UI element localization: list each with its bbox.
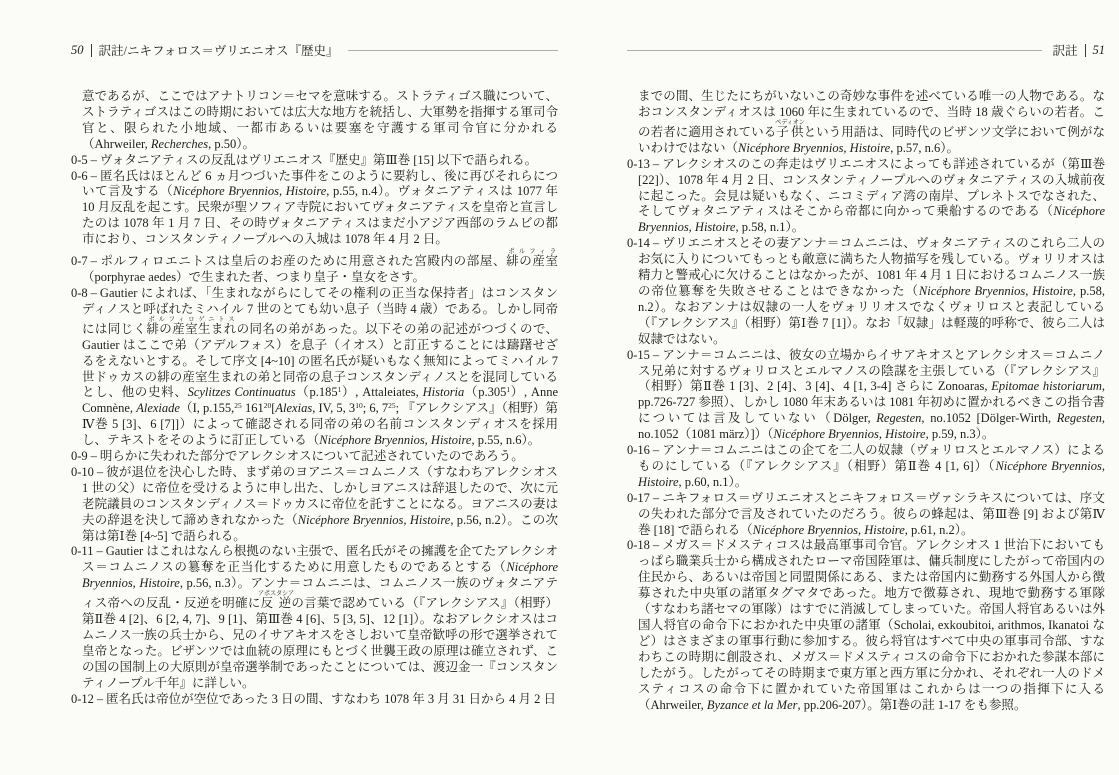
footnote-text: ヴリエニオスとその妻アンナ＝コムニニは、ヴォタニアティスのこれら二人のお気に入りについてもっとも敵意に満ちた人物描写を残している。ヴォリリオスは精力と警戒心に欠けることはなかったが、1081 年 4 月 1 日におけるコムニノス一族の帝位簒奪を失敗させることはできなかった（Nicéphore Bryennios, Histoire, p.58, n.2）。なおアンナは奴隷の一人をヴォリリオスでなくヴォリロスと表記している（『アレクシアス』（相野）第Ⅰ巻 7 [1]）。なお「奴隷」は軽蔑的呼称で、彼ら二人は奴隷ではない。 — [638, 236, 1105, 346]
left-page-header — [71, 42, 558, 58]
right-page-header — [627, 42, 1105, 58]
right-page-body — [627, 89, 1105, 713]
right-running-title: 訳註 — [1052, 44, 1078, 58]
footnote-number: 0-12 — [71, 691, 94, 706]
footnote-dash: – — [90, 285, 97, 300]
footnote — [71, 692, 558, 708]
footnote-number: 0-7 — [71, 254, 88, 269]
footnote — [627, 236, 1105, 347]
footnote-number: 0-17 — [627, 490, 650, 505]
footnote — [627, 491, 1105, 539]
footnote — [71, 248, 558, 286]
footnote — [71, 544, 558, 691]
footnote-number: 0-14 — [627, 236, 650, 251]
footnote-dash: – — [96, 691, 104, 706]
footnote-number: 0-10 — [71, 464, 94, 479]
footnote-dash: – — [652, 347, 660, 362]
header-divider — [91, 44, 92, 57]
footnote-text: Gautier はこれはなんら根拠のない主張で、匿名氏がその擁護を企てたアレクシオス＝コムニノスの簒奪を正当化するために用意したものであるとする（Nicéphore Bryennios, Histoire, p.56, n.3）。アンナ＝コムニニは、コムニノス一族のヴォタニアティス帝への反乱・反逆を明確に反逆アポスタシアの言葉で認めている（『アレクシアス』（相野）第Ⅱ巻 4 [2]、6 [2, 4, 7]、9 [1]、第Ⅲ巻 4 [6]、5 [3, 5]、12 [1]）。なおアレクシオスはコムニノス一族の兵士から、兄のイサアキオスをさしおいて皇帝歓呼の形で選挙されて皇帝となった。ビザンツでは血統の原理にもとづく世襲王政の原理は確立されず、この国の国制上の大原則が皇帝選挙制であったことについては、渡辺金一『コンスタンティノープル千年』に詳しい。 — [82, 544, 558, 690]
footnote-dash: – — [96, 544, 103, 559]
footnote-dash: – — [90, 254, 97, 269]
right-page-number: 51 — [1092, 42, 1105, 57]
continued-paragraph: 意であるが、ここではアナトリコン＝セマを意味する。ストラティゴス職について、ストラティゴスはこの時期においては広大な地方を統括し、大軍勢を指揮する軍司令官と、限られた小地域、一都市あるいは要塞を守護する軍司令官に分かれる（Ahrweiler, Recherches, p.50）。 — [82, 89, 558, 151]
footnote-number: 0-6 — [71, 168, 88, 183]
footnote — [71, 286, 558, 449]
footnote-dash: – — [90, 449, 97, 464]
footnote-number: 0-18 — [627, 538, 650, 553]
footnote-number: 0-15 — [627, 347, 650, 362]
left-page-body — [71, 89, 558, 708]
footnote-dash: – — [90, 152, 97, 167]
header-rule — [348, 50, 558, 51]
footnote — [71, 169, 558, 249]
footnote-dash: – — [652, 490, 660, 505]
footnote-text: メガス＝ドメスティコスは最高軍事司令官。アレクシオス 1 世治下においてもっぱら職業兵士から構成されたローマ帝国陸軍は、傭兵制度にしたがって帝国内の住民から、あるいは帝国と同盟関係にある、または帝国内に勤務する外国人から徴募された中央軍の諸軍タグマタであった。地方で徴募され、現地で勤務する軍隊（すなわち諸セマの軍隊）はすでに消滅してしまっていた。帝国人将官あるいは外国人将官の命令下におかれた中央軍の諸軍（Scholai, exkoubitoi, arithmos, Ikanatoi など）はさまざまの軍事行動に参加する。彼ら将官はすべて中央の軍事司令部、すなわちこの時期に創設され、メガス＝ドメスティコスの命令下におかれた参謀本部にしたがう。したがってその時期まで東方軍と西方軍に分かれ、それぞれ一人のドメスティコスの命令下に置かれていた帝国軍はこれからは一つの指揮下に入る（Ahrweiler, Byzance et la Mer, pp.206-207）。第Ⅰ巻の註 1-17 をも参照。 — [638, 538, 1105, 712]
footnote-number: 0-5 — [71, 152, 88, 167]
footnote — [627, 157, 1105, 237]
continued-paragraph: までの間、生じたにちがいないこの奇妙な事件を述べている唯一の人物である。なおコンスタンディオスは 1060 年に生まれているので、当時 18 歳ぐらいの若者。この若者に適用されている子供ペディオンという用語は、同時代のビザンツ文学において例がないわけではない（Nicéphore Bryennios, Histoire, p.57, n.6）。 — [638, 89, 1105, 155]
left-running-title: 訳註/ニキフォロス＝ヴリエニオス『歴史』 — [98, 44, 339, 58]
footnote-text: アンナ＝コムニニはこの企てを二人の奴隷（ヴォリロスとエルマノス）によるものにしている（『アレクシアス』（相野）第Ⅱ巻 4 [1, 6]）（Nicéphore Bryennios, Histoire, p.60, n.1）。 — [638, 443, 1105, 489]
left-page-number: 50 — [71, 42, 84, 57]
footnote-text: 明らかに失われた部分でアレクシオスについて記述されていたのであろう。 — [99, 449, 524, 464]
footnotes-list — [627, 157, 1105, 714]
footnote-number: 0-13 — [627, 156, 650, 171]
footnote — [627, 348, 1105, 443]
footnote — [627, 443, 1105, 491]
footnote — [71, 465, 558, 545]
footnote-text: Gautier によれば、「生まれながらにしてその権利の正当な保持者」はコンスタンディノスと呼ばれたミハイル 7 世のとても幼い息子（当時 4 歳）である。しかし同帝には同じく緋の産室生まれポルフィロゲニトスの同名の弟があった。以下その弟の記述がつづくので、Gautier はここで弟（アデルフォス）を息子（イオス）と訂正することには躊躇せざるをえないとする。そして序文 [4~10] の匿名氏が疑いもなく無知によってミハイル 7 世ドゥカスの緋の産室生まれの弟と同帝の息子コンスタンディノスとを混同しているとし、他の史料、Scylitzes Continuatus（p.185$^1$）, Attaleiates, Historia（p.305$^1$）, Anne Comnène, Alexiade（I, p.155,25 $161^{20}[Alexias$, IV, 5, $3^{10}$; 6, $7^{25}$; 『アレクシアス』（相野）第Ⅳ巻 5 [3]、6 [7]]）によって確認される同帝の弟の名前コンスタンディオスを採用し、テキストをそのように訂正している（Nicéphore Bryennios, Histoire, p.55, n.6）。 — [82, 285, 558, 448]
footnote-dash: – — [652, 538, 660, 553]
footnote-text: アレクシオスのこの奔走はヴリエニオスによっても詳述されているが（第Ⅲ巻 [22]）、1078 年 4 月 2 日、コンスタンティノープルへのヴォタニアティスの入城前夜に起こった。会見は疑いもなく、ニコミディア湾の南岸、プレネトスでなされた、そしてヴォタニアティスはそこから帝都に向かって乗船するのである（Nicéphore Bryennios, Histoire, p.58, n.1）。 — [638, 156, 1105, 235]
footnote-number: 0-16 — [627, 443, 650, 458]
footnote-text: アンナ＝コムニニは、彼女の立場からイサアキオスとアレクシオス＝コムニノス兄弟に対するヴォリロスとエルマノスの陰謀を主張している（『アレクシアス』（相野）第Ⅱ巻 1 [3]、2 [4]、3 [4]、4 [1, 3-4] さらに Zonoaras, Epitomae historiarum, pp.726-727 参照）、しかし 1080 年末あるいは 1081 年初めに置かれるべきこの指令書については言及していない（Dölger, Regesten, no.1052 [Dölger-Wirth, Regesten, no.1052（1081 märz）]）（Nicéphore Bryennios, Histoire, p.59, n.3）。 — [638, 347, 1105, 442]
footnote — [71, 449, 558, 465]
footnote-number: 0-9 — [71, 449, 88, 464]
footnote-number: 0-11 — [71, 544, 94, 559]
footnote-dash: – — [652, 156, 660, 171]
header-divider — [1085, 44, 1086, 57]
footnote-number: 0-8 — [71, 285, 88, 300]
header-rule — [627, 50, 1042, 51]
footnote-text: 彼が退位を決心した時、まず弟のヨアニス＝コムニノス（すなわちアレクシオス 1 世の父）に帝位を受けるように申し出た、しかしヨアニスは辞退したので、次に元老院議員のコンスタンディノス＝ドゥカスに帝位を託すことになる。ヨアニスの妻は夫の辞退を決して諦めきれなかった（Nicéphore Bryennios, Histoire, p.56, n.2）。この次第は第Ⅰ巻 [4~5] で語られる。 — [82, 464, 558, 543]
footnote — [71, 153, 558, 169]
left-page — [71, 42, 558, 708]
footnote-text: 匿名氏は帝位が空位であった 3 日の間、すなわち 1078 年 3 月 31 日から 4 月 2 日 — [106, 691, 557, 706]
footnote-text: 匿名氏はほとんど 6 ヵ月つづいた事件をこのように要約し、後に再びそれらについて言及する（Nicéphore Bryennios, Histoire, p.55, n.4）。ヴォタニアティスは 1077 年 10 月反乱を起こす。民衆が聖ソフィア寺院においてヴォタニアティスを皇帝と宣言したのは 1078 年 1 月 7 日、その時ヴォタニアティスはまだ小アジア西部のラムビの都市におり、コンスタンティノープルへの入城は 1078 年 4 月 2 日。 — [82, 168, 558, 247]
footnote-dash: – — [652, 443, 660, 458]
footnote-text: ヴォタニアティスの反乱はヴリエニオス『歴史』第Ⅲ巻 [15] 以下で語られる。 — [99, 152, 538, 167]
footnote-dash: – — [96, 464, 104, 479]
footnote-text: ポルフィロエニトスは皇后のお産のために用意された宮殿内の部屋、緋の産室ポルフィラ（porphyrae aedes）で生まれた者、つまり皇子・皇女をさす。 — [82, 248, 558, 284]
footnote-dash: – — [90, 168, 97, 183]
footnote — [627, 538, 1105, 713]
footnote-dash: – — [652, 236, 660, 251]
footnotes-list — [71, 153, 558, 708]
footnote-text: ニキフォロス＝ヴリエニオスとニキフォロス＝ヴァシラキスについては、序文の失われた部分で言及されていたのだろう。彼らの蜂起は、第Ⅲ巻 [9] および第Ⅳ巻 [18] で語られる（Nicéphore Bryennios, Histoire, p.61, n.2）。 — [638, 490, 1105, 537]
right-page — [627, 42, 1105, 713]
